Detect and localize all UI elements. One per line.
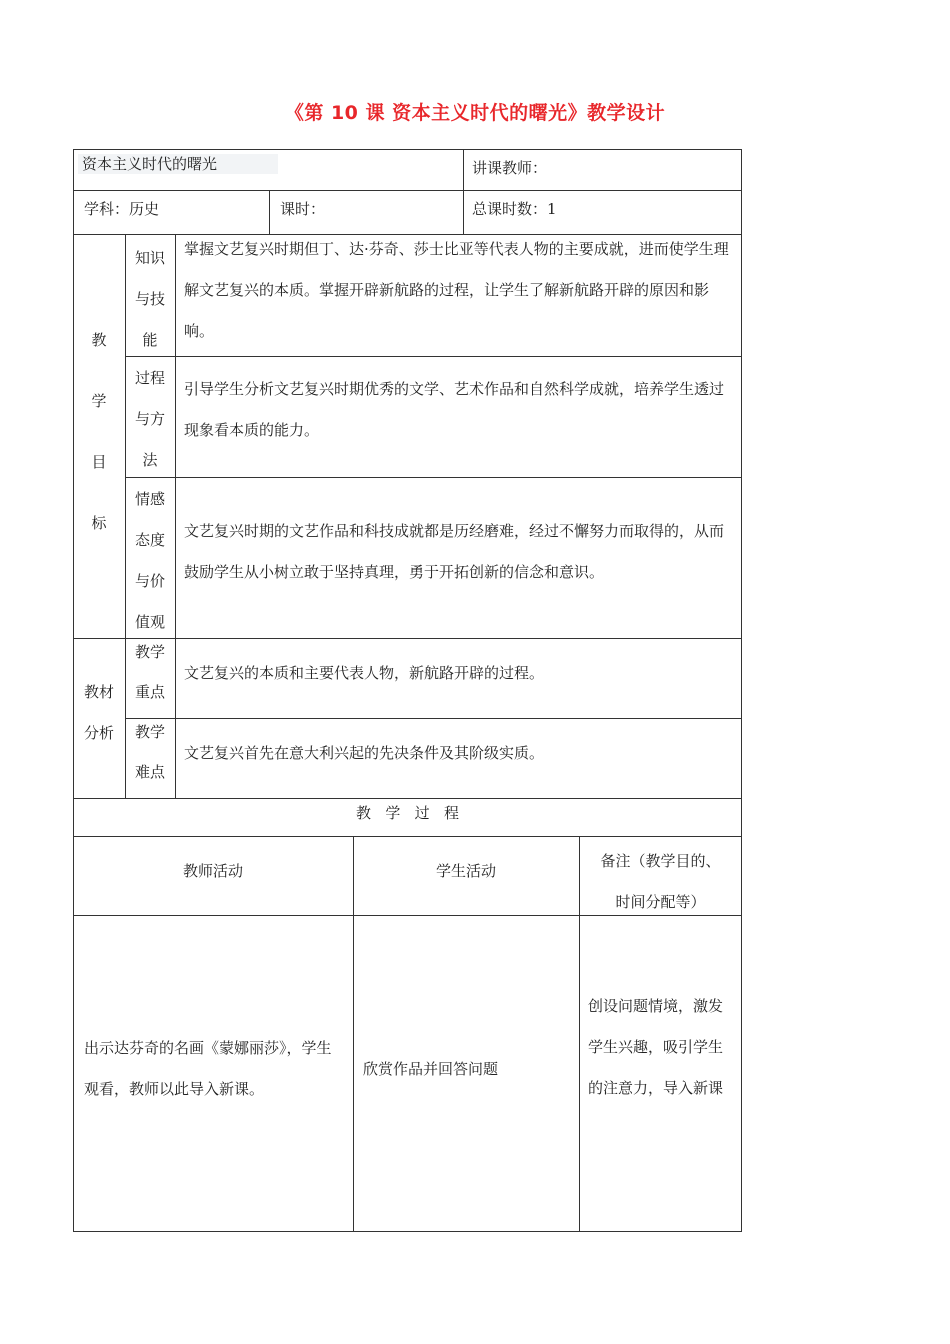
column-header-notes-line: 备注（教学目的、 <box>600 852 721 870</box>
rule <box>125 356 742 357</box>
row-label-line: 情感 <box>134 490 165 508</box>
subject-label: 学科：历史 <box>84 200 160 218</box>
document-title: 《第 10 课 资本主义时代的曙光》教学设计 <box>284 102 666 124</box>
rule <box>269 190 270 234</box>
activity-notes: 创设问题情境，激发学生兴趣，吸引学生的注意力，导入新课 <box>588 997 724 1097</box>
row-content: 文艺复兴时期的文艺作品和科技成就都是历经磨难，经过不懈努力而取得的，从而鼓励学生从小树立敢于坚持真理，勇于开拓创新的信念和意识。 <box>184 522 725 581</box>
column-header-student: 学生活动 <box>435 862 496 880</box>
section-char: 教 <box>91 331 107 349</box>
rule <box>463 149 464 234</box>
section-char: 标 <box>91 514 107 532</box>
section-char: 学 <box>91 392 107 410</box>
section-char: 目 <box>91 453 107 471</box>
row-label-line: 与价 <box>134 572 165 590</box>
row-content: 引导学生分析文艺复兴时期优秀的文学、艺术作品和自然科学成就，培养学生透过现象看本质的能力。 <box>184 380 725 439</box>
row-label-line: 态度 <box>134 531 165 549</box>
row-label-line: 值观 <box>134 613 165 631</box>
total-periods-label: 总课时数：1 <box>472 200 557 218</box>
lesson-name: 资本主义时代的曙光 <box>82 155 218 173</box>
row-content: 文艺复兴首先在意大利兴起的先决条件及其阶级实质。 <box>184 744 545 762</box>
student-activity: 欣赏作品并回答问题 <box>363 1060 499 1078</box>
row-label-line: 难点 <box>134 763 165 781</box>
rule <box>73 798 742 799</box>
rule <box>73 190 742 191</box>
column-header-teacher: 教师活动 <box>182 862 243 880</box>
row-label-line: 教学 <box>134 723 165 741</box>
row-label-line: 法 <box>142 451 158 469</box>
row-label-line: 能 <box>142 331 158 349</box>
rule <box>125 234 126 798</box>
row-label-line: 过程 <box>134 369 165 387</box>
column-header-notes <box>579 841 742 923</box>
rule <box>175 234 176 798</box>
row-label-line: 知识 <box>134 249 165 267</box>
row-content: 掌握文艺复兴时期但丁、达·芬奇、莎士比亚等代表人物的主要成就，进而使学生理解文艺复兴的本质。掌握开辟新航路的过程，让学生了解新航路开辟的原因和影响。 <box>184 240 729 340</box>
period-label: 课时： <box>280 200 326 218</box>
row-content: 文艺复兴的本质和主要代表人物，新航路开辟的过程。 <box>184 664 545 682</box>
row-label-line: 重点 <box>134 683 165 701</box>
section-char: 分析 <box>83 724 114 742</box>
teacher-label: 讲课教师： <box>472 159 548 177</box>
section-char: 教材 <box>83 683 114 701</box>
rule <box>353 836 354 1232</box>
row-label-line: 与技 <box>134 290 165 308</box>
rule <box>125 477 742 478</box>
teacher-activity: 出示达芬奇的名画《蒙娜丽莎》，学生观看，教师以此导入新课。 <box>84 1039 332 1098</box>
column-header-notes-line: 时间分配等） <box>615 893 706 911</box>
rule <box>125 718 742 719</box>
rule <box>73 638 742 639</box>
process-heading: 教 学 过 程 <box>356 804 459 822</box>
row-label-line: 教学 <box>134 643 165 661</box>
rule <box>73 836 742 837</box>
row-label-line: 与方 <box>134 410 165 428</box>
